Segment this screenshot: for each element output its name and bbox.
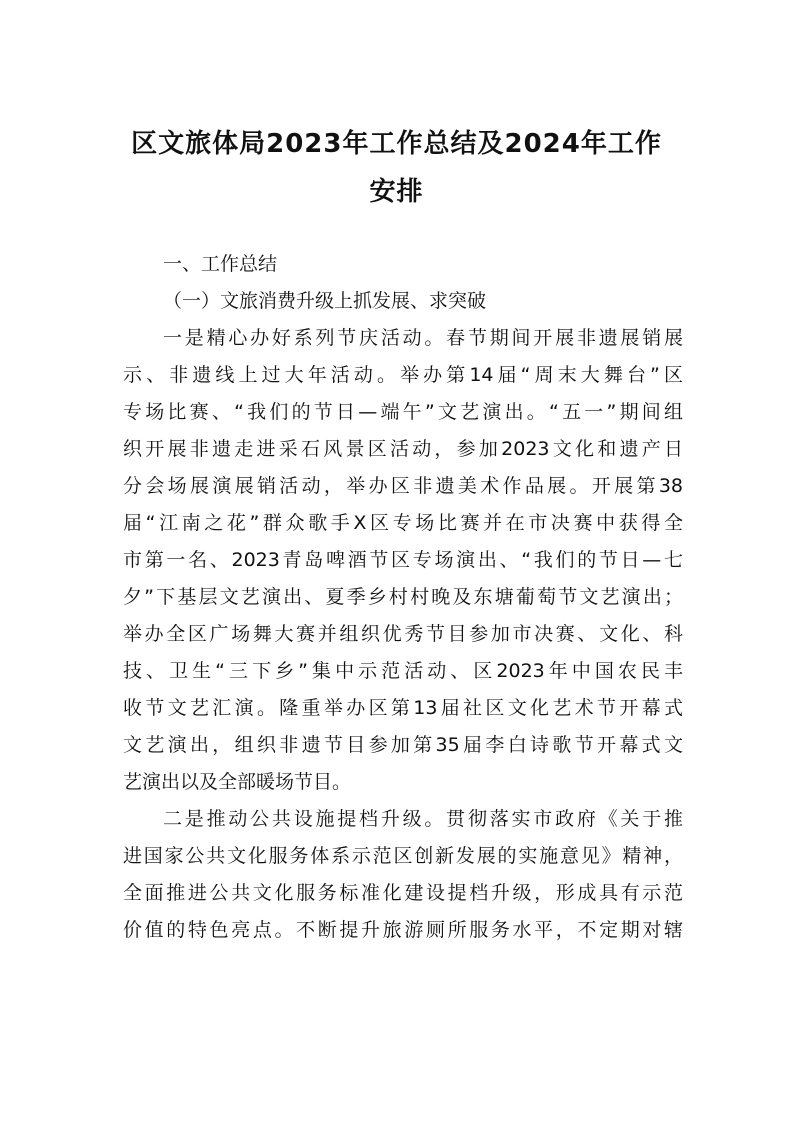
- paragraph-line: 技、卫生“三下乡”集中示范活动、区2023年中国农民丰: [123, 660, 683, 682]
- paragraph-1: [123, 320, 683, 801]
- paragraph-line: 艺演出以及全部暖场节目。: [123, 771, 352, 793]
- document-title-line-1: 区文旅体局2023年工作总结及2024年工作: [131, 129, 662, 159]
- paragraph-line: 一是精心办好系列节庆活动。春节期间开展非遗展销展: [163, 327, 683, 349]
- document-body: [123, 246, 683, 949]
- subsection-heading: （一）文旅消费升级上抓发展、求突破: [163, 290, 487, 312]
- paragraph-2: [123, 801, 683, 949]
- paragraph-line: 示、非遗线上过大年活动。举办第14届“周末大舞台”区: [123, 364, 683, 386]
- paragraph-line: 市第一名、2023青岛啤酒节区专场演出、“我们的节日—七: [123, 549, 683, 571]
- paragraph-line: 文艺演出，组织非遗节目参加第35届李白诗歌节开幕式文: [123, 734, 683, 756]
- paragraph-line: 分会场展演展销活动，举办区非遗美术作品展。开展第38: [123, 475, 683, 497]
- paragraph-line: 届“江南之花”群众歌手X区专场比赛并在市决赛中获得全: [123, 512, 683, 534]
- paragraph-line: 进国家公共文化服务体系示范区创新发展的实施意见》精神，: [123, 845, 683, 867]
- paragraph-line: 二是推动公共设施提档升级。贯彻落实市政府《关于推: [163, 808, 683, 830]
- paragraph-line: 举办全区广场舞大赛并组织优秀节目参加市决赛、文化、科: [123, 623, 683, 645]
- paragraph-line: 专场比赛、“我们的节日—端午”文艺演出。“五一”期间组: [123, 401, 683, 423]
- paragraph-line: 价值的特色亮点。不断提升旅游厕所服务水平，不定期对辖: [123, 919, 683, 941]
- paragraph-line: 全面推进公共文化服务标准化建设提档升级，形成具有示范: [123, 882, 683, 904]
- paragraph-line: 收节文艺汇演。隆重举办区第13届社区文化艺术节开幕式: [123, 697, 683, 719]
- paragraph-line: 夕”下基层文艺演出、夏季乡村村晚及东塘葡萄节文艺演出；: [123, 586, 683, 608]
- document-title-line-2: 安排: [369, 177, 424, 207]
- section-heading: 一、工作总结: [163, 253, 278, 275]
- paragraph-line: 织开展非遗走进采石风景区活动，参加2023文化和遗产日: [123, 438, 683, 460]
